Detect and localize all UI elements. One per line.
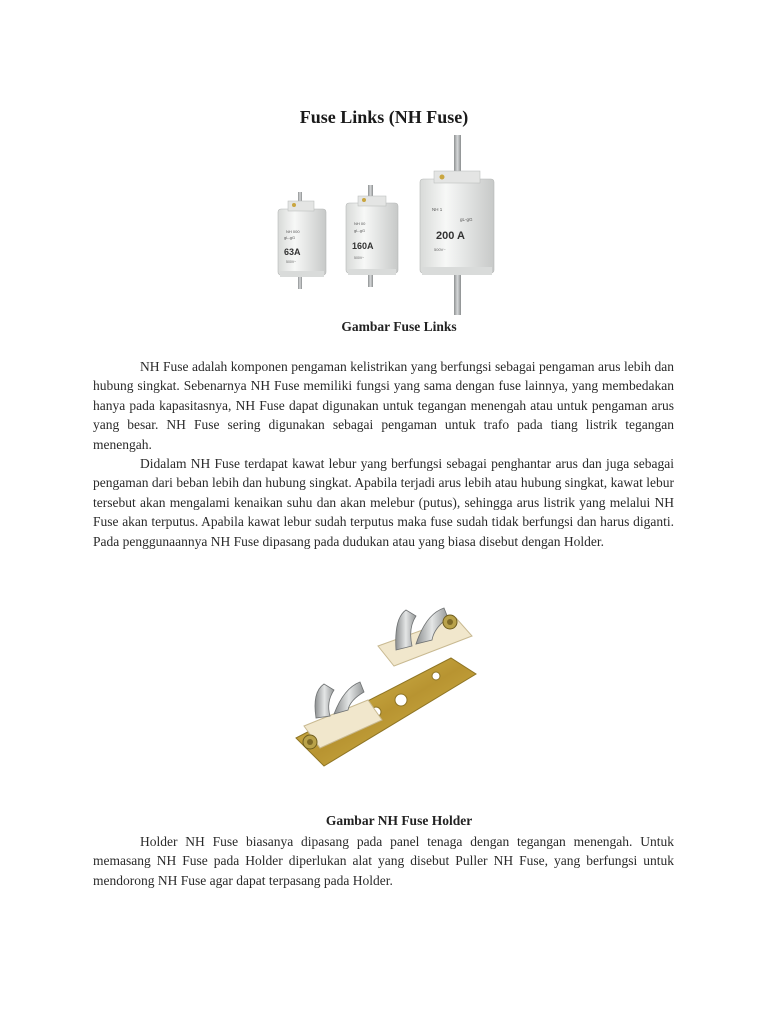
paragraph-3: Holder NH Fuse biasanya dipasang pada panel tenaga dengan tegangan menengah. Untuk memasang NH Fuse pada Holder diperlukan alat yang disebut Puller NH Fuse, yang berfungsi untuk mendorong NH Fuse agar dapat terpasang pada Holder.: [93, 834, 674, 888]
fuse-200a: [420, 135, 494, 315]
fuse-160a-brand: gL-gG: [354, 228, 366, 233]
fuse-63a-rating: 63A: [284, 247, 301, 257]
figure-caption-fuse-holder: Gambar NH Fuse Holder: [325, 813, 473, 828]
svg-text:NH 00: NH 00: [354, 221, 366, 226]
fuse-160a-rating: 160A: [352, 241, 374, 251]
fuse-200a-rating: 200 A: [436, 230, 465, 242]
page-title: Fuse Links (NH Fuse): [299, 107, 469, 127]
fuse-holder-image: [276, 588, 491, 788]
fuse-200a-brand: gL-gG: [460, 217, 473, 222]
fuse-63a-brand: gL-gG: [284, 235, 296, 240]
svg-text:500V~: 500V~: [354, 256, 365, 260]
fuse-160a: [346, 185, 398, 287]
svg-text:NH 1: NH 1: [432, 207, 443, 212]
fuse-63a: [278, 192, 326, 289]
paragraph-2: Didalam NH Fuse terdapat kawat lebur yang berfungsi sebagai penghantar arus dan juga sebagai pengaman dari beban lebih dan hubung singkat. Apabila terjadi arus lebih atau hubung singkat, kawat lebur tersebut akan mengalami kenaikan suhu dan akan melebur (putus), sehingga arus listrik yang melalui NH Fuse akan terputus. Apabila kawat lebur sudah terputus maka fuse sudah tidak berfungsi dan harus diganti. Pada penggunaannya NH Fuse dipasang pada dudukan atau yang biasa disebut dengan Holder.: [93, 456, 674, 549]
svg-text:NH 000: NH 000: [286, 229, 300, 234]
paragraph-1: NH Fuse adalah komponen pengaman kelistrikan yang berfungsi sebagai pengaman arus lebih dan hubung singkat. Sebenarnya NH Fuse memiliki fungsi yang sama dengan fuse lainnya, yang membedakan hanya pada kapasitasnya, NH Fuse dapat digunakan untuk tegangan menengah atau untuk pengaman arus yang besar. NH Fuse sering digunakan sebagai pengaman untuk trafo pada tiang listrik tegangan menengah.: [93, 359, 674, 452]
svg-text:500V~: 500V~: [286, 260, 297, 264]
figure-caption-fuse-links: Gambar Fuse Links: [341, 319, 457, 334]
svg-text:500V~: 500V~: [434, 247, 446, 252]
fuse-links-image: [270, 135, 500, 317]
